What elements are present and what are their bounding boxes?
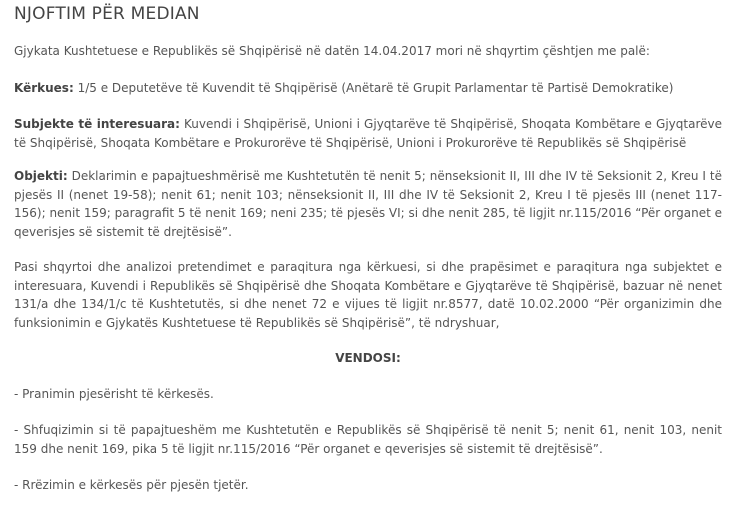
subjekte-paragraph — [14, 115, 722, 152]
pasi-paragraph: Pasi shqyrtoi dhe analizoi pretendimet e paraqitura nga kërkuesi, si dhe prapësimet e paraqitura nga subjektet e interesuara, Kuvendi i Republikës së Shqipërisë dhe Shoqata Kombëtare e Gjyqtarëve të Shqipërisë, bazuar në nenet 131/a dhe 134/1/c të Kushtetutës, si dhe nenet 72 e vijues të ligjit nr.8577, datë 10.02.2000 “Për organizimin dhe funksionimin e Gjykatës Kushtetuese të Republikës së Shqipërisë”, të ndryshuar, — [14, 260, 722, 330]
vendosi-heading: VENDOSI: — [335, 351, 401, 365]
objekti-text: Deklarimin e papajtueshmërisë me Kushtetutën të nenit 5; nënseksionit II, III dhe IV të Seksionit 2, Kreu I të pjesës II (nenet 19-58); nenit 61; nenit 103; nënseksionit II, III dhe IV të Seksionit 2, Kreu I të pjesës III (nenet 117-156); nenit 159; paragrafit 5 të nenit 169; neni 235; të pjesës VI; si dhe nenit 285, të ligjit nr.115/2016 “Për organet e qeverisjes së sistemit të drejtësisë”. — [14, 169, 722, 239]
kerkues-text: 1/5 e Deputetëve të Kuvendit të Shqipërisë (Anëtarë të Grupit Parlamentar të Partisë Demokratike) — [73, 81, 674, 95]
kerkues-paragraph — [14, 79, 722, 98]
subjekte-label: Subjekte të interesuara: — [14, 117, 180, 131]
intro-paragraph: Gjykata Kushtetuese e Republikës së Shqipërisë në datën 14.04.2017 mori në shqyrtim çështjen me palë: — [14, 44, 650, 58]
page-title: NJOFTIM PËR MEDIAN — [14, 4, 200, 24]
decision-item-2: - Shfuqizimin si të papajtueshëm me Kushtetutën e Republikës së Shqipërisë të nenit 5; nenit 61, nenit 103, nenit 159 dhe nenit 169, pika 5 të ligjit nr.115/2016 “Për organet e qeverisjes së sistemit të drejtësisë”. — [14, 423, 722, 456]
decision-item-3: - Rrëzimin e kërkesës për pjesën tjetër. — [14, 478, 249, 492]
decision-item-1: - Pranimin pjesërisht të kërkesës. — [14, 387, 214, 401]
subjekte-text: Kuvendi i Shqipërisë, Unioni i Gjyqtarëve të Shqipërisë, Shoqata Kombëtare e Gjyqtarëve të Shqipërisë, Shoqata Kombëtare e Prokurorëve të Shqipërisë, Unioni i Prokurorëve të Republikës së Shqipërisë — [14, 117, 722, 150]
objekti-paragraph — [14, 167, 722, 241]
objekti-label: Objekti: — [14, 169, 68, 183]
kerkues-label: Kërkues: — [14, 81, 74, 95]
